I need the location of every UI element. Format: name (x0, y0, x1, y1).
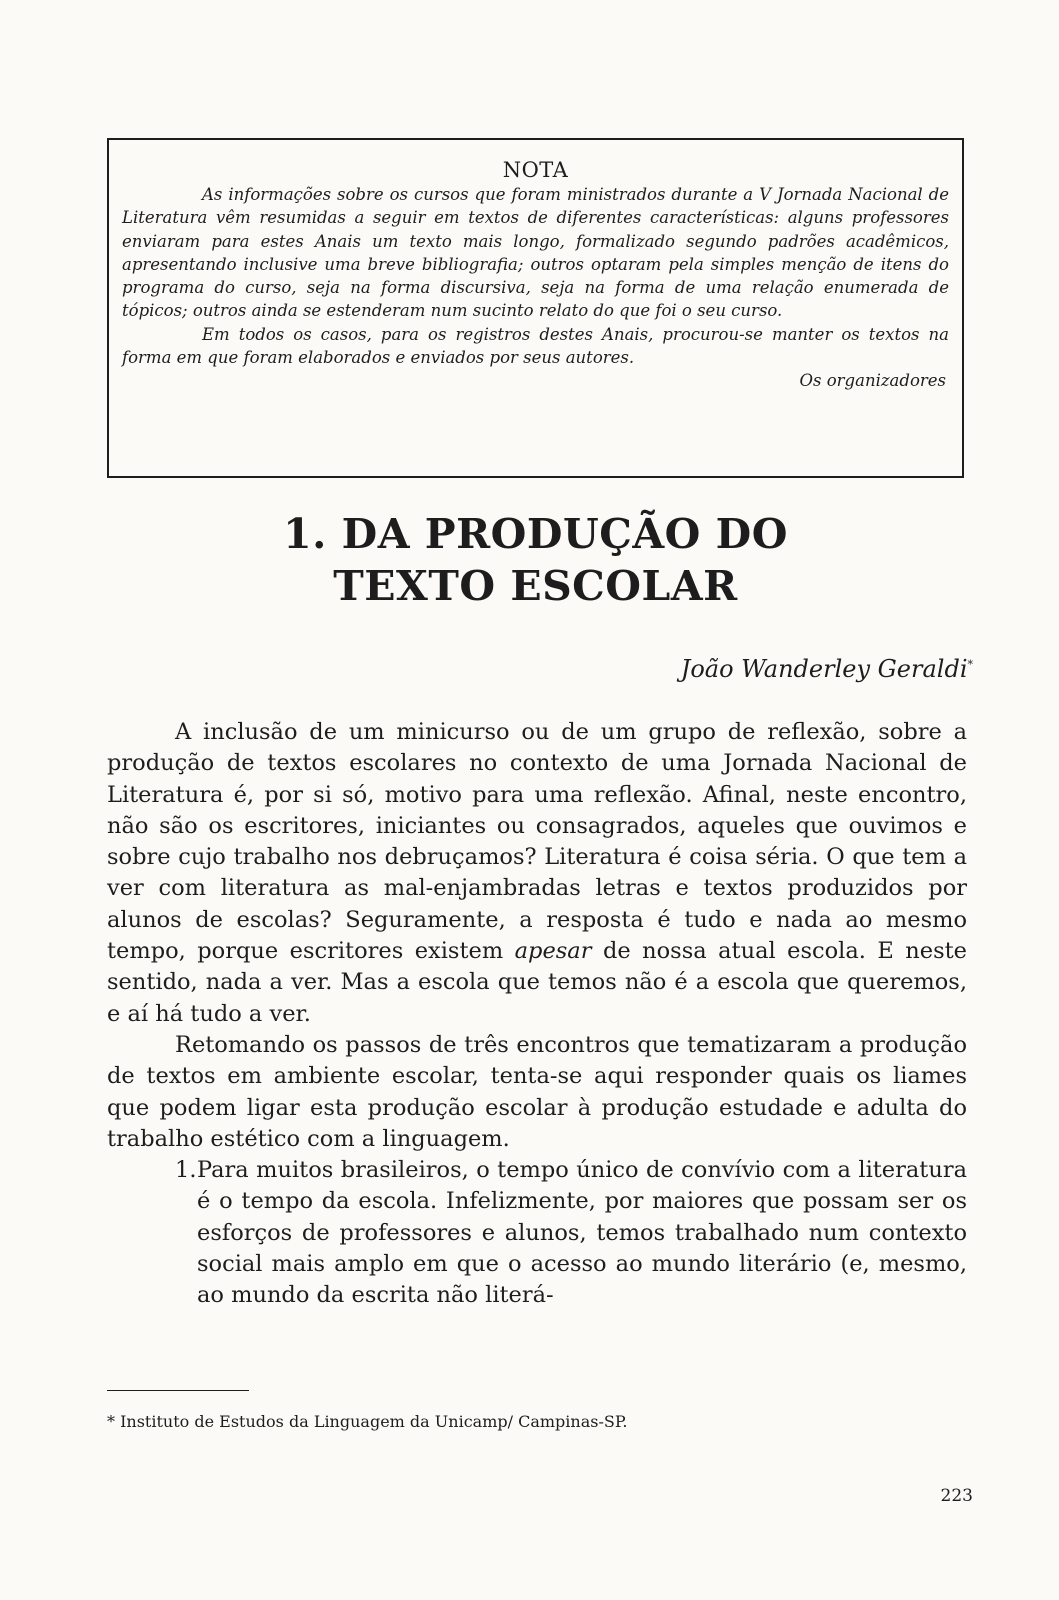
body-paragraph-1-emphasis: apesar (514, 938, 592, 965)
body-paragraph-1-part-1: A inclusão de um minicurso ou de um grupo de reflexão, sobre a produção de textos escolares no contexto de uma Jornada Nacional de Literatura é, por si só, motivo para uma reflexão. Afinal, neste encontro, não são os escritores, iniciantes ou consagrados, aqueles que ouvimos e sobre cujo trabalho nos debruçamos? Literatura é coisa séria. O que tem a ver com literatura as mal-enjambradas letras e textos produzidos por alunos de escolas? Seguramente, a resposta é tudo e nada ao mesmo tempo, porque escritores existem (107, 719, 967, 965)
author-footnote-mark: * (967, 658, 973, 671)
footnote-divider (107, 1390, 249, 1391)
list-item-1-text: Para muitos brasileiros, o tempo único de convívio com a literatura é o tempo da escola. Infelizmente, por maiores que possam ser os esforços de professores e alunos, temos trabalhado num contexto social mais amplo em que o acesso ao mundo literário (e, mesmo, ao mundo da escrita não literá- (197, 1157, 967, 1309)
note-title: NOTA (502, 158, 569, 182)
editorial-note-box (107, 138, 964, 478)
author-name: João Wanderley Geraldi (680, 655, 968, 683)
note-paragraph-1: As informações sobre os cursos que foram ministrados durante a V Jornada Nacional de Literatura vêm resumidas a seguir em textos de diferentes características: alguns professores enviaram para estes Anais um texto mais longo, formalizado segundo padrões acadêmicos, apresentando inclusive uma breve bibliografia; outros optaram pela simples menção de itens do programa do curso, seja na forma discursiva, seja na forma de uma relação enumerada de tópicos; outros ainda se estenderam num sucinto relato do que foi o seu curso. (122, 185, 949, 321)
page-number: 223 (940, 1486, 973, 1506)
body-paragraph-1 (107, 717, 967, 1030)
list-item-1 (107, 1155, 967, 1311)
article-body (107, 717, 967, 1312)
list-item-1-number: 1. (175, 1157, 197, 1184)
article-author (681, 650, 973, 684)
body-paragraph-1-part-2: de nossa atual escola. E neste sentido, nada a ver. Mas a escola que temos não é a escola que queremos, e aí há tudo a ver. (107, 938, 967, 1027)
footnote: * Instituto de Estudos da Linguagem da Unicamp/ Campinas-SP. (107, 1412, 628, 1431)
article-title-line-2: TEXTO ESCOLAR (333, 562, 738, 610)
note-paragraph-2: Em todos os casos, para os registros destes Anais, procurou-se manter os textos na forma em que foram elaborados e enviados por seus autores. (122, 324, 949, 368)
article-title-line-1: 1. DA PRODUÇÃO DO (283, 510, 788, 558)
article-title (107, 508, 964, 612)
body-paragraph-2: Retomando os passos de três encontros que tematizaram a produção de textos em ambiente escolar, tenta-se aqui responder quais os liames que podem ligar esta produção escolar à produção estudade e adulta do trabalho estético com a linguagem. (107, 1031, 967, 1152)
note-signature: Os organizadores (799, 371, 946, 391)
